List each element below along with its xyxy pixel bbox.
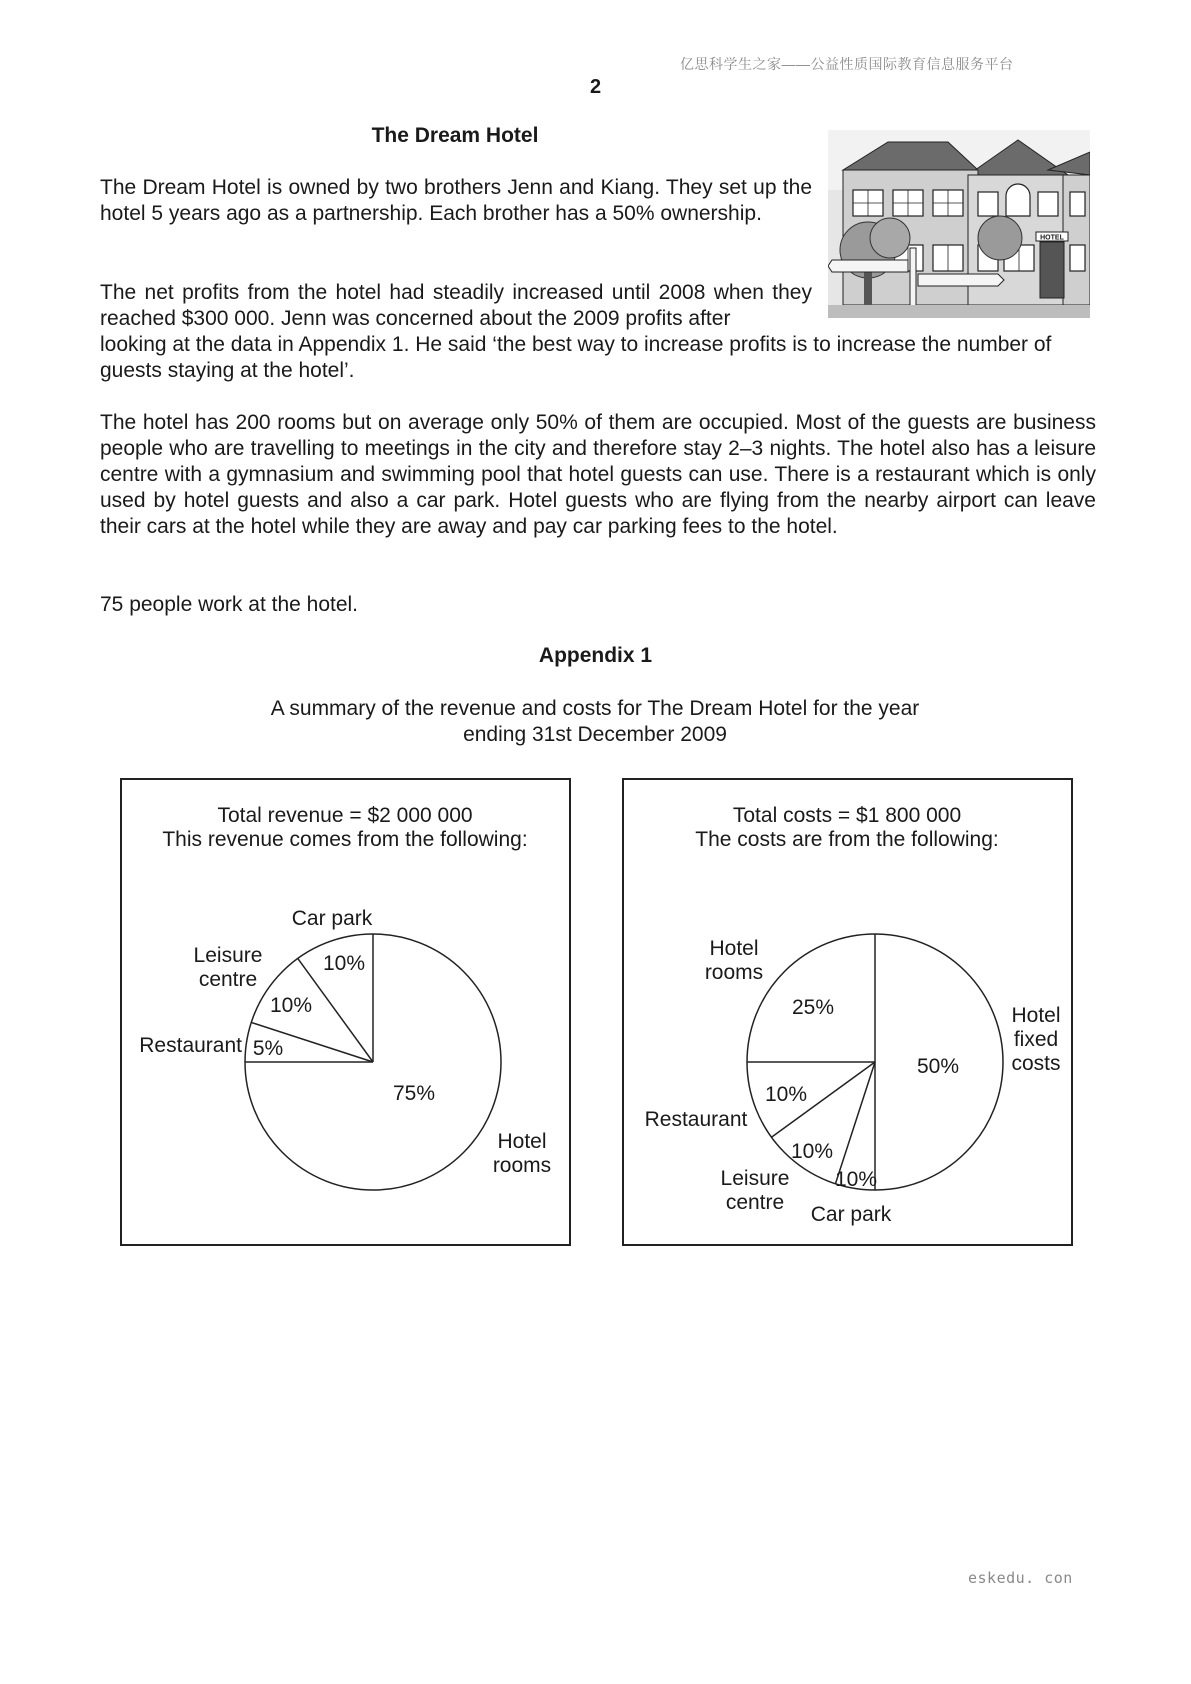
revenue-label-car-park: Car park [291, 907, 373, 930]
revenue-label-hotel-rooms-line1: Hotel [497, 1130, 547, 1153]
revenue-label-hotel-rooms-line2: rooms [492, 1154, 552, 1177]
costs-label-restaurant: Restaurant [644, 1108, 748, 1131]
paragraph-staff: 75 people work at the hotel. [100, 593, 359, 616]
hotel-sign-text: HOTEL [1040, 234, 1064, 242]
case-title: The Dream Hotel [371, 124, 539, 147]
revenue-title-line1: Total revenue = $2 000 000 [217, 804, 473, 827]
page-number: 2 [589, 76, 602, 98]
revenue-title-line2: This revenue comes from the following: [162, 828, 528, 851]
revenue-pct-restaurant: 5% [252, 1037, 284, 1060]
revenue-label-restaurant: Restaurant [139, 1034, 242, 1057]
costs-label-leisure-line2: centre [725, 1191, 785, 1214]
costs-pct-restaurant: 10% [764, 1083, 808, 1106]
paragraph-profits-part1: The net profits from the hotel had steadily increased until 2008 when they reached $300 000. Jenn was concerned about the 2009 profits after [100, 281, 812, 330]
paragraph-hotel-description: The hotel has 200 rooms but on average only 50% of them are occupied. Most of the guests are business people who are travelling to meetings in the city and therefore stay 2–3 nights. The hotel also has a leisure centre with a gymnasium and swimming pool that hotel guests can use. There is a restaurant which is only used by hotel guests and also a car park. Hotel guests who are flying from the nearby airport can leave their cars at the hotel while they are away and pay car parking fees to the hotel. [100, 411, 1096, 538]
revenue-pct-leisure: 10% [269, 994, 313, 1017]
costs-pct-hotel-rooms: 25% [791, 996, 835, 1019]
revenue-label-leisure-line1: Leisure [193, 944, 263, 967]
costs-label-car-park: Car park [810, 1203, 892, 1226]
costs-title-line2: The costs are from the following: [695, 828, 999, 851]
costs-label-leisure-line1: Leisure [720, 1167, 790, 1190]
costs-pct-car-park: 10% [834, 1168, 878, 1191]
costs-label-fixed-line1: Hotel [1011, 1004, 1061, 1027]
costs-label-hotel-rooms-line1: Hotel [709, 937, 759, 960]
costs-label-fixed-line3: costs [1011, 1052, 1061, 1075]
costs-label-fixed-line2: fixed [1013, 1028, 1059, 1051]
costs-pie [747, 934, 1003, 1190]
watermark-bottom: eskedu. con [968, 1569, 1073, 1587]
costs-label-hotel-rooms-line2: rooms [704, 961, 764, 984]
costs-pct-fixed: 50% [916, 1055, 960, 1078]
revenue-pct-car-park: 10% [322, 952, 366, 975]
revenue-pie [245, 934, 501, 1190]
costs-title-line1: Total costs = $1 800 000 [732, 804, 962, 827]
appendix-subtitle: A summary of the revenue and costs for The Dream Hotel for the year ending 31st December 2009 [270, 697, 920, 746]
paragraph-ownership: The Dream Hotel is owned by two brothers Jenn and Kiang. They set up the hotel 5 years ago as a partnership. Each brother has a 50% ownership. [100, 176, 812, 225]
revenue-pct-hotel-rooms: 75% [392, 1082, 436, 1105]
paragraph-profits-part2: looking at the data in Appendix 1. He said ‘the best way to increase profits is to increase the number of guests staying at the hotel’. [100, 333, 1052, 382]
costs-pct-leisure: 10% [790, 1140, 834, 1163]
revenue-label-leisure-line2: centre [198, 968, 258, 991]
appendix-title: Appendix 1 [538, 644, 653, 667]
watermark-top: 亿思科学生之家——公益性质国际教育信息服务平台 [680, 56, 1014, 72]
